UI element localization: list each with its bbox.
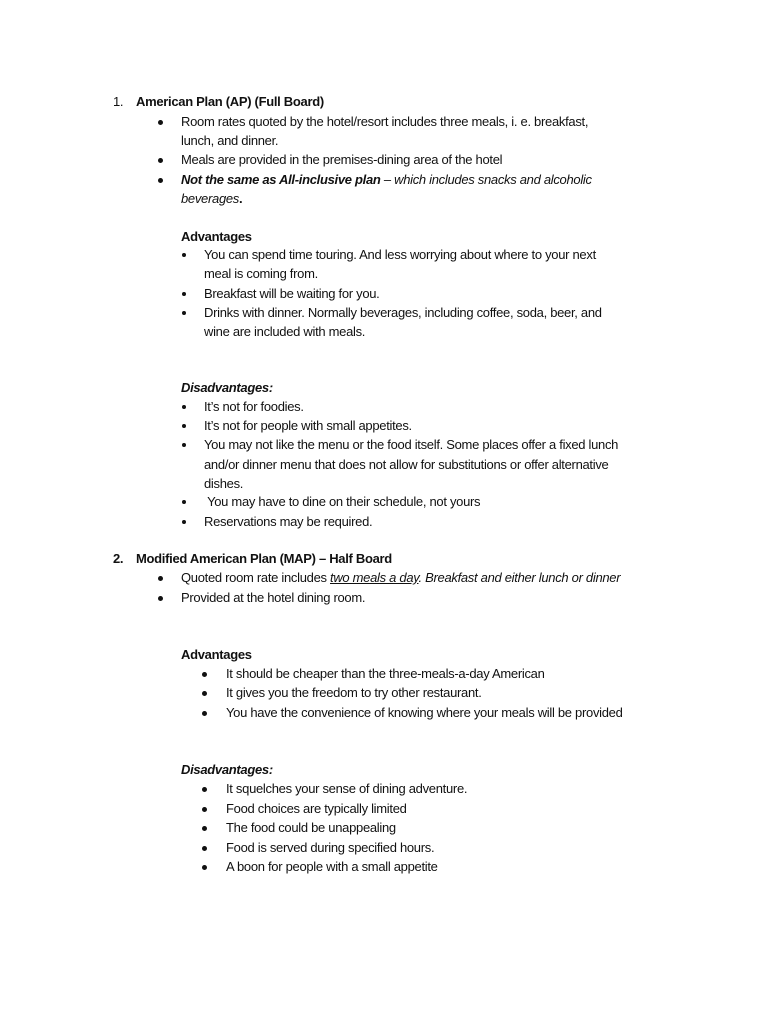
bullet-icon [202,711,207,716]
disadvantages-heading: Disadvantages: [181,380,273,395]
list-item: It’s not for people with small appetites. [204,418,412,433]
advantages-heading: Advantages [181,229,252,244]
disadvantages-heading: Disadvantages: [181,762,273,777]
list-item-cont: wine are included with meals. [204,324,366,339]
list-item: Food is served during specified hours. [226,840,435,855]
list-item: A boon for people with a small appetite [226,859,438,874]
bullet-icon [182,292,186,296]
list-item [181,170,592,190]
bullet-icon [202,807,207,812]
bullet-icon [182,500,186,504]
bullet-icon [182,424,186,428]
bullet-icon [202,826,207,831]
italic-text: – which includes snacks and alcoholic [380,172,592,187]
text: Quoted room rate includes [181,570,331,585]
bullet-icon [158,178,163,183]
bullet-icon [182,443,186,447]
bullet-icon [202,691,207,696]
section-1-number: 1. [113,94,124,109]
bullet-icon [202,672,207,677]
bullet-icon [158,576,163,581]
list-item [181,568,620,588]
underlined-text: two meals a day [330,570,419,585]
bullet-icon [202,865,207,870]
list-item-cont [181,189,242,209]
list-item-cont: dishes. [204,476,244,491]
list-item: You may have to dine on their schedule, not yours [204,494,481,509]
italic-text: . Breakfast and either lunch or dinner [418,570,621,585]
list-item: Reservations may be required. [204,514,373,529]
list-item-cont: meal is coming from. [204,266,318,281]
list-item: Meals are provided in the premises-dining area of the hotel [181,152,503,167]
list-item: You have the convenience of knowing where your meals will be provided [226,705,623,720]
list-item: It’s not for foodies. [204,399,304,414]
bullet-icon [158,596,163,601]
list-item: Food choices are typically limited [226,801,407,816]
bullet-icon [158,158,163,163]
list-item: Breakfast will be waiting for you. [204,286,380,301]
list-item: You can spend time touring. And less worrying about where to your next [204,247,596,262]
period: . [239,191,243,206]
list-item: It squelches your sense of dining adventure. [226,781,468,796]
bullet-icon [182,311,186,315]
list-item-cont: lunch, and dinner. [181,133,279,148]
list-item: The food could be unappealing [226,820,396,835]
list-item: Room rates quoted by the hotel/resort includes three meals, i. e. breakfast, [181,114,589,129]
section-2-number: 2. [113,551,124,566]
bullet-icon [182,253,186,257]
list-item: You may not like the menu or the food itself. Some places offer a fixed lunch [204,437,619,452]
list-item: It gives you the freedom to try other restaurant. [226,685,482,700]
section-2-heading: Modified American Plan (MAP) – Half Board [136,551,392,566]
list-item: It should be cheaper than the three-meals-a-day American [226,666,545,681]
bullet-icon [182,405,186,409]
advantages-heading: Advantages [181,647,252,662]
list-item: Drinks with dinner. Normally beverages, including coffee, soda, beer, and [204,305,602,320]
list-item: Provided at the hotel dining room. [181,590,366,605]
section-1-heading: American Plan (AP) (Full Board) [136,94,324,109]
italic-text: beverages [181,191,240,206]
bullet-icon [202,846,207,851]
bullet-icon [158,120,163,125]
list-item-cont: and/or dinner menu that does not allow for substitutions or offer alternative [204,457,609,472]
bullet-icon [182,520,186,524]
emphasis: Not the same as All-inclusive plan [181,172,381,187]
bullet-icon [202,787,207,792]
